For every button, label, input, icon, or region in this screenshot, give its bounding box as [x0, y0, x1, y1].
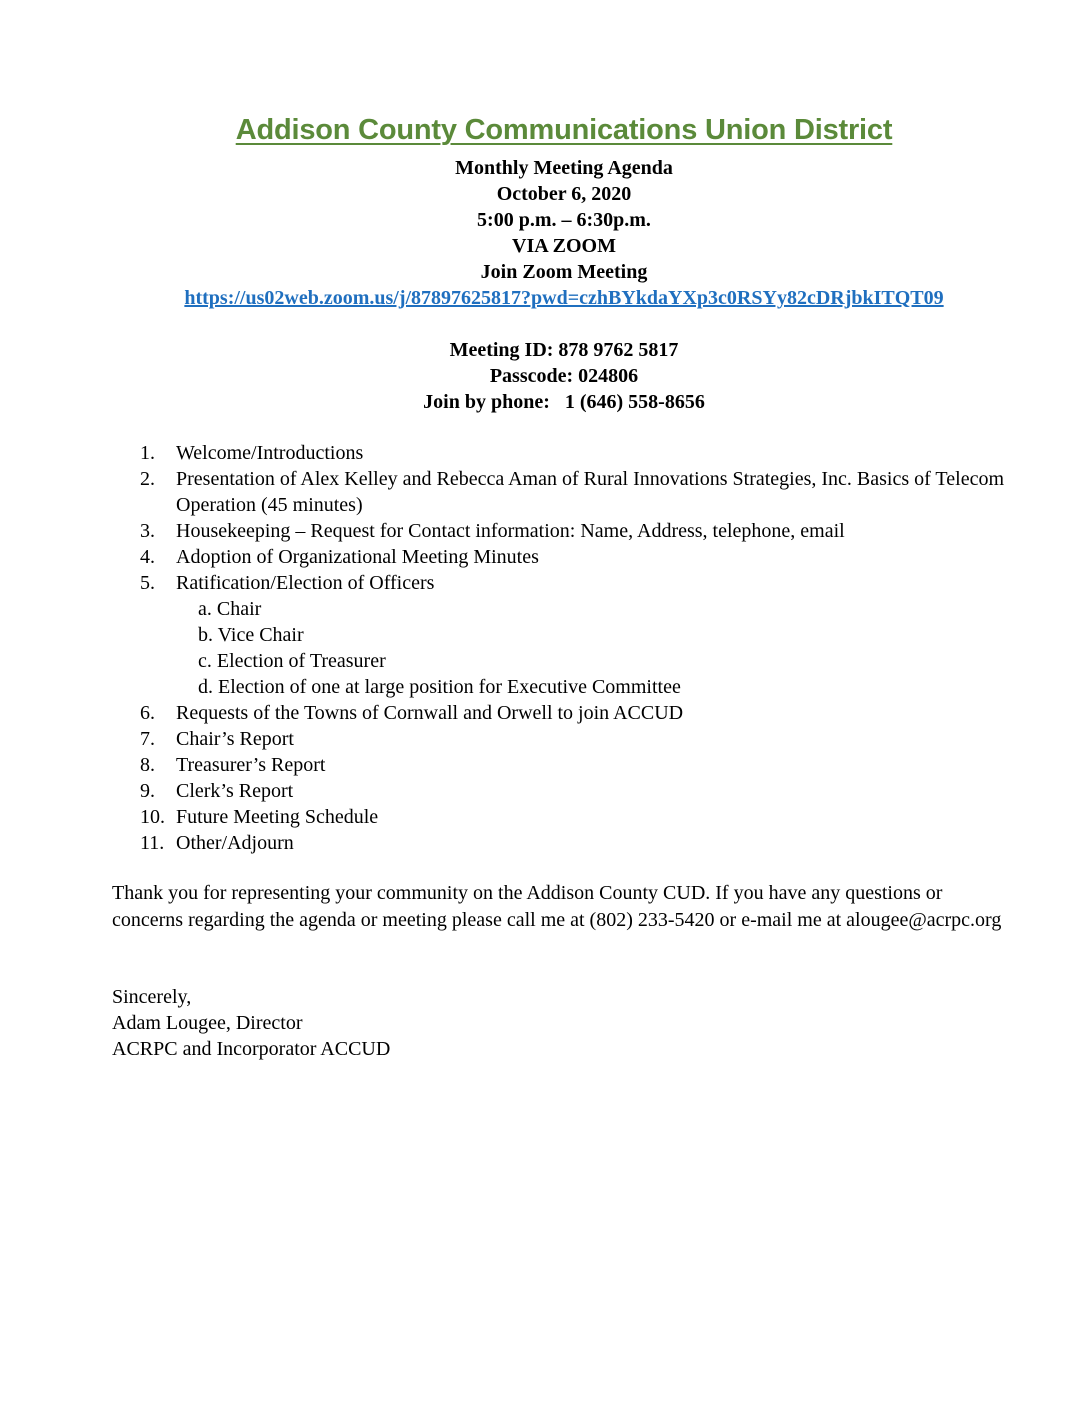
agenda-item: [140, 830, 1020, 856]
meeting-details: [0, 337, 1088, 415]
agenda-item: [140, 778, 1020, 804]
agenda-subitem: a. Chair: [198, 598, 262, 620]
agenda-item: [140, 700, 1020, 726]
agenda-item-number: 11.: [140, 832, 165, 854]
agenda-item-number: 7.: [140, 728, 155, 750]
agenda-item: [140, 466, 1020, 518]
agenda-item: [140, 440, 1020, 466]
agenda-item-number: 2.: [140, 468, 155, 490]
agenda-subtitle: Monthly Meeting Agenda: [455, 157, 673, 179]
agenda-item-number: 4.: [140, 546, 155, 568]
agenda-item-number: 9.: [140, 780, 155, 802]
zoom-meeting-link[interactable]: https://us02web.zoom.us/j/87897625817?pwd=czhBYkdaYXp3c0RSYy82cDRjbkITQT09: [184, 287, 944, 309]
agenda-item-text: Treasurer’s Report: [176, 754, 326, 776]
agenda-item-text: Clerk’s Report: [176, 780, 294, 802]
agenda-item-text: Housekeeping – Request for Contact information: Name, Address, telephone, email: [176, 520, 845, 542]
agenda-item-text: Future Meeting Schedule: [176, 806, 379, 828]
agenda-item-text: Requests of the Towns of Cornwall and Orwell to join ACCUD: [176, 702, 684, 724]
agenda-item-text: Other/Adjourn: [176, 832, 294, 854]
meeting-date: October 6, 2020: [496, 183, 632, 205]
meeting-id: Meeting ID: 878 9762 5817: [449, 339, 679, 361]
agenda-item: [140, 570, 1020, 700]
agenda-item-number: 8.: [140, 754, 155, 776]
agenda-item: [140, 804, 1020, 830]
meeting-venue: VIA ZOOM: [512, 235, 616, 257]
organization-title: Addison County Communications Union District: [235, 114, 893, 146]
meeting-time: 5:00 p.m. – 6:30p.m.: [477, 209, 651, 231]
signer-name: Adam Lougee, Director: [112, 1012, 303, 1034]
join-zoom-label: Join Zoom Meeting: [480, 261, 648, 283]
agenda-item: [140, 518, 1020, 544]
meeting-passcode: Passcode: 024806: [489, 365, 639, 387]
agenda-item-number: 3.: [140, 520, 155, 542]
salutation: Sincerely,: [112, 986, 192, 1008]
signer-organization: ACRPC and Incorporator ACCUD: [112, 1038, 391, 1060]
agenda-subitem: c. Election of Treasurer: [198, 650, 386, 672]
agenda-item: [140, 544, 1020, 570]
agenda-item: [140, 752, 1020, 778]
agenda-item-text: Presentation of Alex Kelley and Rebecca Aman of Rural Innovations Strategies, Inc. Basics of Telecom Operation (45 minutes): [176, 468, 1004, 516]
agenda-item-number: 6.: [140, 702, 155, 724]
agenda-item-number: 10.: [140, 806, 165, 828]
agenda-item-number: 1.: [140, 442, 155, 464]
agenda-item: [140, 726, 1020, 752]
agenda-item-text: Adoption of Organizational Meeting Minutes: [176, 546, 539, 568]
agenda-item-text: Welcome/Introductions: [176, 442, 364, 464]
agenda-sublist: [176, 596, 1020, 700]
signature-block: [112, 984, 712, 1062]
closing-message: Thank you for representing your community on the Addison County CUD. If you have any questions or concerns regarding the agenda or meeting please call me at (802) 233-5420 or e-mail me at alougee@acrpc.org: [112, 882, 1002, 931]
agenda-subitem: d. Election of one at large position for Executive Committee: [198, 676, 681, 698]
agenda-header: [0, 155, 1088, 311]
agenda-item-number: 5.: [140, 572, 155, 594]
agenda-item-text: Ratification/Election of Officers: [176, 572, 435, 594]
agenda-list: [140, 440, 1020, 856]
agenda-item-text: Chair’s Report: [176, 728, 294, 750]
agenda-subitem: b. Vice Chair: [198, 624, 304, 646]
meeting-phone: Join by phone: 1 (646) 558-8656: [423, 391, 705, 413]
